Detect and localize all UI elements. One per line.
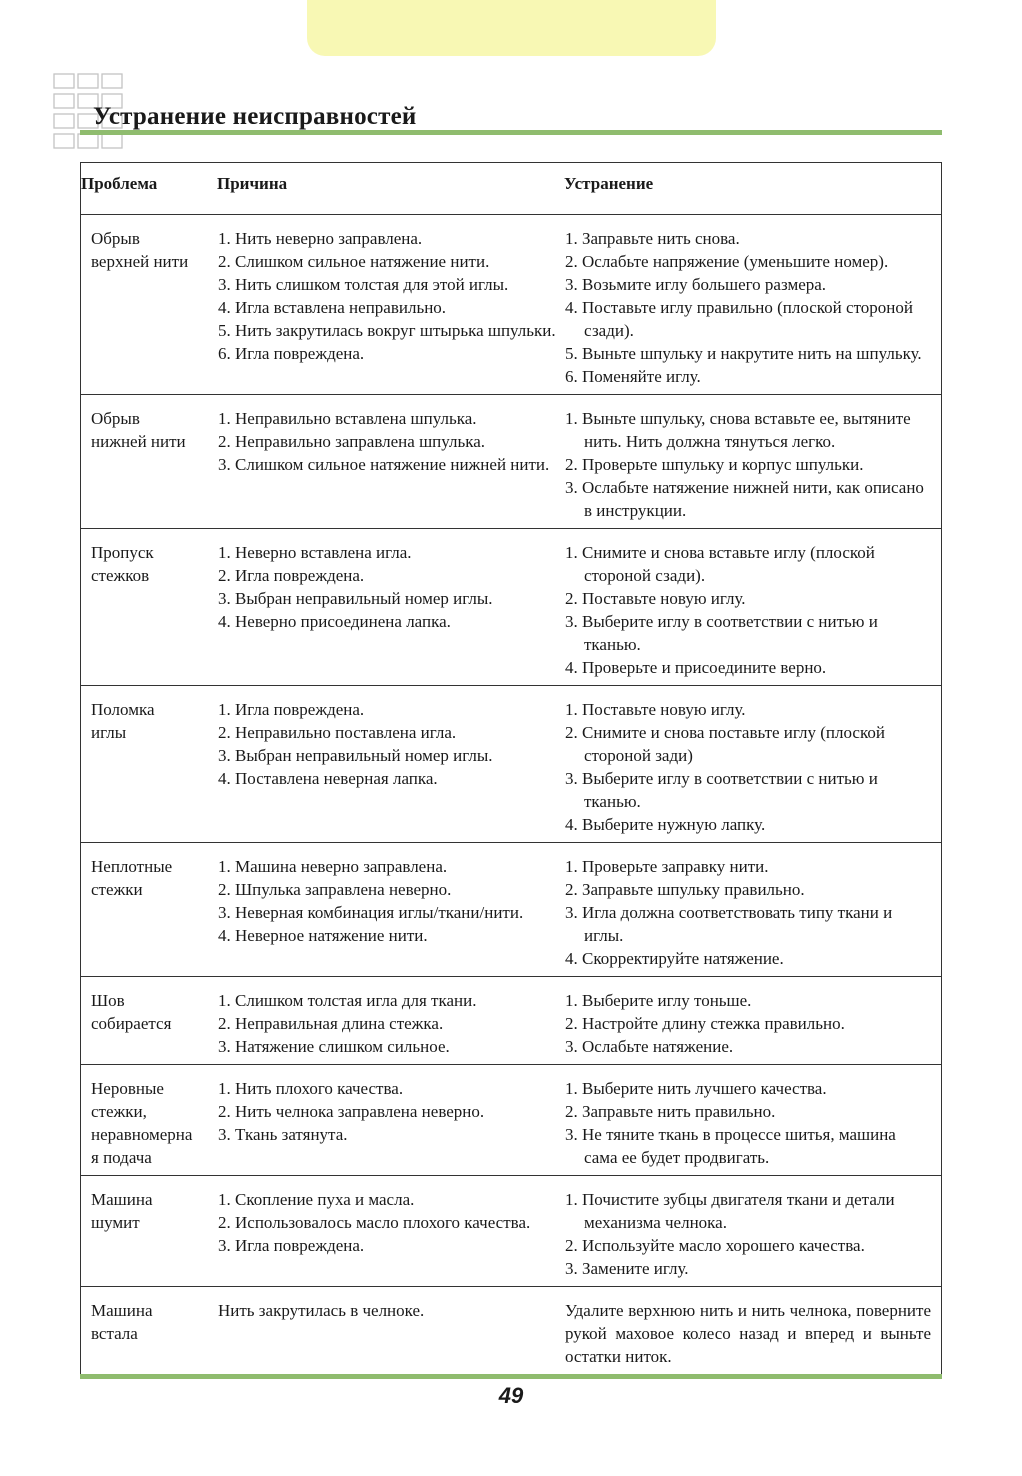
problem-line: собирается: [91, 1014, 172, 1033]
problem-line: шумит: [91, 1213, 140, 1232]
problem-cell: [81, 215, 218, 395]
cause-cell-list: [218, 698, 563, 790]
remedy-item: Удалите верхнюю нить и нить челнока, поверните рукой маховое колесо назад и вперед и выньте остатки ниток.: [565, 1301, 931, 1366]
remedy-item: 4. Выберите нужную лапку.: [565, 815, 766, 834]
remedy-item: 1. Почистите зубцы двигателя ткани и детали механизма челнока.: [565, 1190, 895, 1232]
cause-item: 1. Скопление пуха и масла.: [218, 1190, 415, 1209]
problem-line: стежки,: [91, 1102, 147, 1121]
cause-item: 4. Неверное натяжение нити.: [218, 926, 428, 945]
problem-line: Пропуск: [91, 543, 154, 562]
header-cause: Причина: [217, 163, 564, 215]
table-row: [81, 1176, 942, 1287]
cause-cell: [217, 843, 564, 977]
remedy-item: 1. Выберите нить лучшего качества.: [565, 1079, 827, 1098]
cause-item: 1. Слишком толстая игла для ткани.: [218, 991, 477, 1010]
problem-cell: [81, 686, 218, 843]
remedy-item: 1. Выберите иглу тоньше.: [565, 991, 752, 1010]
problem-line: стежки: [91, 880, 143, 899]
cause-cell-list: [218, 1077, 563, 1146]
cause-item: 4. Игла вставлена неправильно.: [218, 298, 447, 317]
remedy-item: 5. Выньте шпульку и накрутите нить на шпульку.: [565, 344, 922, 363]
cause-item: 5. Нить закрутилась вокруг штырька шпульки.: [218, 321, 556, 340]
cause-cell-list: [218, 855, 563, 947]
header-tab-decoration: [307, 0, 716, 56]
cause-cell-list: [218, 1299, 563, 1322]
remedy-item: 2. Заправьте нить правильно.: [565, 1102, 776, 1121]
problem-cell: [81, 1287, 218, 1375]
problem-line: Поломка: [91, 700, 155, 719]
remedy-cell: [564, 843, 942, 977]
remedy-item: 1. Проверьте заправку нити.: [565, 857, 769, 876]
cause-cell: [217, 977, 564, 1065]
remedy-cell: [564, 686, 942, 843]
remedy-cell-list: [565, 1188, 931, 1280]
problem-cell: [81, 977, 218, 1065]
problem-line: верхней нити: [91, 252, 189, 271]
cause-item: 2. Игла повреждена.: [218, 566, 365, 585]
cause-item: 4. Поставлена неверная лапка.: [218, 769, 438, 788]
remedy-cell-list: [565, 407, 931, 522]
cause-item: 1. Неверно вставлена игла.: [218, 543, 412, 562]
problem-line: Обрыв: [91, 409, 140, 428]
problem-line: Обрыв: [91, 229, 140, 248]
remedy-cell-list: [565, 1299, 931, 1368]
problem-line: Машина: [91, 1190, 153, 1209]
cause-item: 2. Неправильная длина стежка.: [218, 1014, 444, 1033]
remedy-item: 2. Используйте масло хорошего качества.: [565, 1236, 865, 1255]
remedy-item: 3. Возьмите иглу большего размера.: [565, 275, 827, 294]
cause-item: 6. Игла повреждена.: [218, 344, 365, 363]
cause-item: 4. Неверно присоединена лапка.: [218, 612, 451, 631]
cause-item: 2. Нить челнока заправлена неверно.: [218, 1102, 485, 1121]
cause-cell: [217, 686, 564, 843]
title-rule: [80, 130, 942, 135]
cause-cell-list: [218, 227, 563, 365]
cause-cell-list: [218, 1188, 563, 1257]
problem-cell: [81, 395, 218, 529]
cause-item: 2. Шпулька заправлена неверно.: [218, 880, 452, 899]
remedy-item: 3. Ослабьте натяжение нижней нити, как описано в инструкции.: [565, 478, 924, 520]
cause-item: 3. Нить слишком толстая для этой иглы.: [218, 275, 509, 294]
page-number: 49: [498, 1383, 524, 1408]
remedy-item: 3. Не тяните ткань в процессе шитья, машина сама ее будет продвигать.: [565, 1125, 896, 1167]
problem-line: стежков: [91, 566, 150, 585]
problem-line: Шов: [91, 991, 125, 1010]
troubleshooting-table: [80, 162, 942, 1375]
remedy-item: 2. Снимите и снова поставьте иглу (плоской стороной зади): [565, 723, 885, 765]
remedy-item: 1. Выньте шпульку, снова вставьте ее, вытяните нить. Нить должна тянуться легко.: [565, 409, 911, 451]
remedy-item: 3. Ослабьте натяжение.: [565, 1037, 734, 1056]
cause-item: 1. Неправильно вставлена шпулька.: [218, 409, 477, 428]
remedy-item: 2. Ослабьте напряжение (уменьшите номер).: [565, 252, 889, 271]
problem-line: Неплотные: [91, 857, 173, 876]
remedy-item: 1. Поставьте новую иглу.: [565, 700, 746, 719]
remedy-item: 4. Проверьте и присоедините верно.: [565, 658, 827, 677]
remedy-cell: [564, 395, 942, 529]
cause-item: 3. Натяжение слишком сильное.: [218, 1037, 450, 1056]
cause-item: 2. Неправильно заправлена шпулька.: [218, 432, 486, 451]
table-row: [81, 1287, 942, 1375]
problem-cell: [81, 1176, 218, 1287]
remedy-item: 2. Поставьте новую иглу.: [565, 589, 746, 608]
remedy-cell: [564, 1287, 942, 1375]
remedy-cell: [564, 1065, 942, 1176]
cause-item: 3. Неверная комбинация иглы/ткани/нити.: [218, 903, 524, 922]
problem-line: встала: [91, 1324, 138, 1343]
remedy-item: 1. Снимите и снова вставьте иглу (плоской стороной сзади).: [565, 543, 875, 585]
remedy-item: 3. Выберите иглу в соответствии с нитью и тканью.: [565, 769, 878, 811]
cause-cell-list: [218, 407, 563, 476]
cause-item: 3. Ткань затянута.: [218, 1125, 348, 1144]
remedy-cell: [564, 1176, 942, 1287]
cause-cell-list: [218, 989, 563, 1058]
remedy-cell: [564, 977, 942, 1065]
cause-cell: [217, 1065, 564, 1176]
remedy-item: 3. Выберите иглу в соответствии с нитью и тканью.: [565, 612, 878, 654]
remedy-cell-list: [565, 989, 931, 1058]
problem-line: нижней нити: [91, 432, 186, 451]
cause-item: 3. Выбран неправильный номер иглы.: [218, 589, 493, 608]
problem-line: Машина: [91, 1301, 153, 1320]
cause-cell-list: [218, 541, 563, 633]
remedy-item: 2. Заправьте шпульку правильно.: [565, 880, 805, 899]
remedy-cell-list: [565, 698, 931, 836]
remedy-cell: [564, 215, 942, 395]
problem-line: Неровные: [91, 1079, 164, 1098]
cause-item: 1. Нить неверно заправлена.: [218, 229, 423, 248]
footer-rule: [80, 1374, 942, 1379]
problem-cell: [81, 1065, 218, 1176]
cause-cell: [217, 529, 564, 686]
cause-item: 1. Машина неверно заправлена.: [218, 857, 448, 876]
header-remedy: Устранение: [564, 163, 942, 215]
problem-cell: [81, 843, 218, 977]
table-header-row: [81, 163, 942, 215]
problem-cell: [81, 529, 218, 686]
cause-item: 2. Слишком сильное натяжение нити.: [218, 252, 490, 271]
remedy-item: 6. Поменяйте иглу.: [565, 367, 701, 386]
cause-item: 2. Неправильно поставлена игла.: [218, 723, 457, 742]
remedy-cell-list: [565, 1077, 931, 1169]
table-row: [81, 977, 942, 1065]
table-row: [81, 686, 942, 843]
problem-line: иглы: [91, 723, 127, 742]
cause-item: 3. Выбран неправильный номер иглы.: [218, 746, 493, 765]
remedy-item: 3. Замените иглу.: [565, 1259, 689, 1278]
remedy-item: 4. Поставьте иглу правильно (плоской стороной сзади).: [565, 298, 913, 340]
remedy-item: 1. Заправьте нить снова.: [565, 229, 740, 248]
remedy-item: 3. Игла должна соответствовать типу ткани и иглы.: [565, 903, 893, 945]
cause-cell: [217, 215, 564, 395]
cause-item: 2. Использовалось масло плохого качества.: [218, 1213, 531, 1232]
remedy-item: 2. Проверьте шпульку и корпус шпульки.: [565, 455, 864, 474]
remedy-cell-list: [565, 227, 931, 388]
remedy-cell-list: [565, 541, 931, 679]
cause-cell: [217, 395, 564, 529]
table-row: [81, 1065, 942, 1176]
cause-cell: [217, 1176, 564, 1287]
remedy-cell-list: [565, 855, 931, 970]
cause-item: 3. Игла повреждена.: [218, 1236, 365, 1255]
cause-item: Нить закрутилась в челноке.: [218, 1301, 425, 1320]
problem-line: я подача: [91, 1148, 152, 1167]
header-problem: Проблема: [81, 163, 218, 215]
cause-item: 3. Слишком сильное натяжение нижней нити.: [218, 455, 550, 474]
remedy-item: 4. Скорректируйте натяжение.: [565, 949, 784, 968]
remedy-cell: [564, 529, 942, 686]
cause-cell: [217, 1287, 564, 1375]
remedy-item: 2. Настройте длину стежка правильно.: [565, 1014, 845, 1033]
table-row: [81, 843, 942, 977]
cause-item: 1. Игла повреждена.: [218, 700, 365, 719]
cause-item: 1. Нить плохого качества.: [218, 1079, 404, 1098]
table-row: [81, 529, 942, 686]
page-title: Устранение неисправностей: [93, 103, 417, 130]
table-row: [81, 395, 942, 529]
table-row: [81, 215, 942, 395]
problem-line: неравномерна: [91, 1125, 193, 1144]
